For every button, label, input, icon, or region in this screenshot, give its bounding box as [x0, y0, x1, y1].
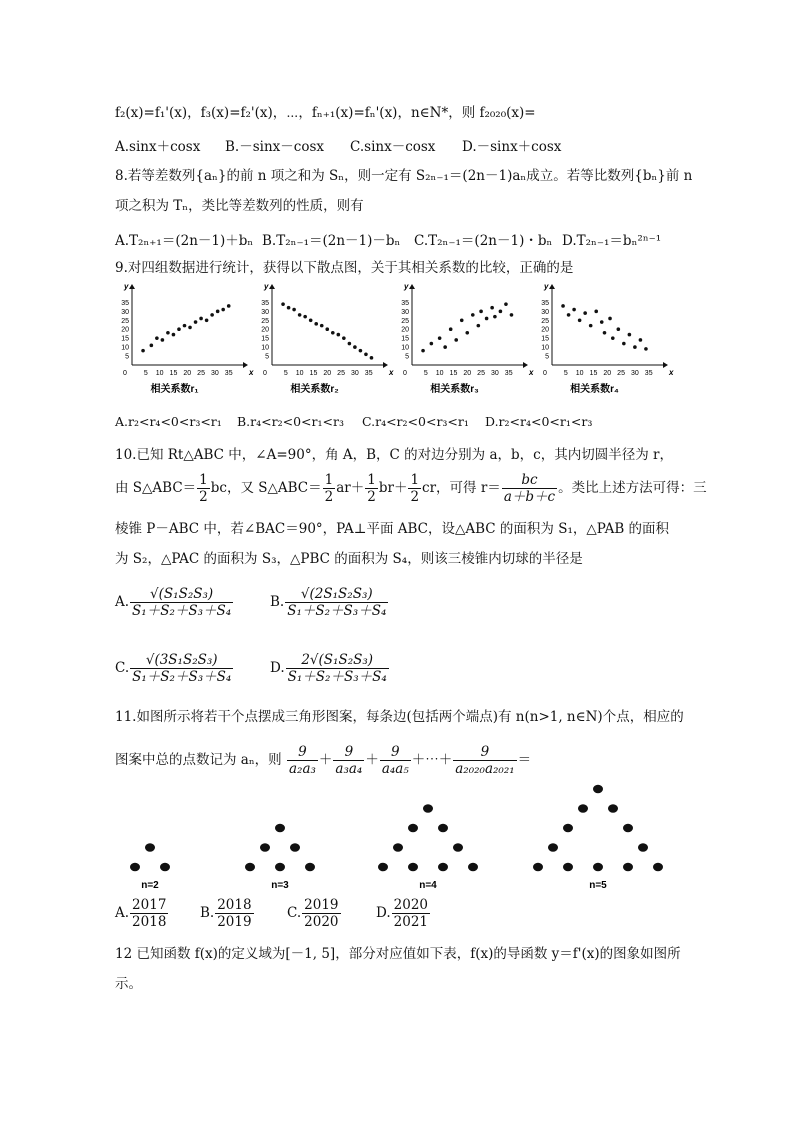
data-point: [572, 308, 576, 312]
y-tick-label: 5: [545, 353, 549, 361]
data-point: [430, 342, 434, 346]
data-point: [183, 324, 187, 328]
data-point: [493, 315, 497, 319]
data-point: [594, 310, 598, 314]
pattern-dot: [290, 843, 300, 852]
q9-option-c: C.r₄<r₂<0<r₃<r₁: [362, 414, 469, 429]
q9-stem: 9.对四组数据进行统计，获得以下散点图，关于其相关系数的比较，正确的是: [115, 260, 574, 276]
data-point: [465, 331, 469, 335]
q10-option-c: C. $\frac{\text{√(3S₁S₂S₃)}}{\text{S₁＋S₂＋S₃＋S₄}}$: [115, 652, 232, 685]
data-point: [460, 318, 464, 322]
pattern-dot: [468, 863, 478, 872]
q12-stem-line-1: 12 已知函数 f(x)的定义域为[－1, 5]，部分对应值如下表，f(x)的导函数 y＝f'(x)的图象如图所: [115, 946, 681, 962]
y-tick-label: 35: [541, 299, 549, 307]
data-point: [622, 342, 626, 346]
data-point: [287, 306, 291, 310]
y-tick-label: 5: [125, 353, 129, 361]
data-point: [639, 338, 643, 342]
plot-caption: 相关系数r₂: [290, 384, 339, 395]
data-point: [303, 315, 307, 319]
pattern-dot: [533, 863, 543, 872]
pattern-label: n=5: [589, 880, 607, 891]
data-point: [216, 310, 220, 314]
pattern-dot: [408, 863, 418, 872]
data-point: [331, 331, 335, 335]
pattern-dot: [593, 785, 603, 794]
x-axis-label: x: [249, 368, 254, 377]
y-tick-label: 30: [261, 308, 269, 316]
data-point: [510, 313, 514, 317]
data-point: [477, 324, 481, 328]
pattern-dot: [305, 863, 315, 872]
y-axis-arrow: [549, 284, 555, 289]
x-axis-arrow: [663, 362, 668, 368]
y-tick-label: 20: [401, 326, 409, 334]
x-axis-label: x: [529, 368, 534, 377]
pattern-dot: [245, 863, 255, 872]
y-tick-label: 15: [401, 335, 409, 343]
data-point: [194, 320, 198, 324]
x-tick-label: 25: [477, 370, 485, 377]
y-tick-label: 35: [401, 299, 409, 307]
pattern-dot: [453, 843, 463, 852]
x-tick-label: 20: [463, 370, 472, 377]
x-axis-label: x: [669, 368, 674, 377]
q7-option-d: D.－sinx＋cosx: [462, 139, 562, 155]
data-point: [567, 313, 571, 317]
x-tick-label: 20: [183, 370, 192, 377]
pattern-dot: [638, 843, 648, 852]
y-tick-label: 10: [121, 344, 129, 352]
data-point: [561, 304, 565, 308]
data-point: [320, 324, 324, 328]
pattern-dot: [393, 843, 403, 852]
q9-option-b: B.r₄<r₂<0<r₁<r₃: [237, 414, 344, 429]
data-point: [325, 327, 329, 331]
pattern-dot: [563, 824, 573, 833]
y-axis-label: y: [544, 282, 549, 291]
data-point: [188, 326, 192, 330]
q10-stem-line-4: 为 S₂，△PAC 的面积为 S₃，△PBC 的面积为 S₄，则该三棱锥内切球的半径是: [115, 551, 583, 567]
origin-label: 0: [263, 370, 267, 377]
data-point: [421, 349, 425, 353]
q12-stem-line-2: 示。: [115, 976, 142, 992]
data-point: [155, 336, 159, 340]
origin-label: 0: [543, 370, 547, 377]
data-point: [603, 331, 607, 335]
y-tick-label: 15: [261, 335, 269, 343]
pattern-dot: [378, 863, 388, 872]
q9-option-d: D.r₂<r₄<0<r₁<r₃: [485, 414, 593, 429]
data-point: [141, 349, 145, 353]
y-axis-arrow: [409, 284, 415, 289]
data-point: [199, 317, 203, 321]
data-point: [633, 345, 637, 349]
q8-stem-line-2: 项之积为 Tₙ，类比等差数列的性质，则有: [115, 198, 364, 214]
q7-stem-line: f₂(x)=f₁'(x)，f₃(x)=f₂'(x)，⋯，fₙ₊₁(x)=fₙ'(x)，n∈N*，则 f₂₀₂₀(x)=: [115, 105, 536, 121]
data-point: [177, 327, 181, 331]
data-point: [172, 333, 176, 337]
y-axis-arrow: [269, 284, 275, 289]
data-point: [150, 344, 154, 348]
q11-stem-line-2: 图案中总的点数记为 aₙ，则 $\frac{9}{\text{a₂a₃}}$ ＋ $\frac{9}{\text{a₃a₄}}$ ＋ $\frac{9}{\text{a₄a₅}}$ ＋⋯＋ $\frac{9}{\text{a₂₀₂₀a₂₀₂₁}}$ ＝: [115, 744, 532, 777]
x-tick-label: 5: [283, 370, 288, 377]
y-tick-label: 30: [541, 308, 549, 316]
y-tick-label: 25: [261, 317, 269, 325]
data-point: [292, 308, 296, 312]
data-point: [471, 313, 475, 317]
scatter-plots-figure: [110, 282, 674, 402]
origin-label: 0: [123, 370, 127, 377]
pattern-dot: [423, 804, 433, 813]
data-point: [449, 327, 453, 331]
x-tick-label: 15: [169, 370, 178, 377]
y-axis-label: y: [264, 282, 269, 291]
x-tick-label: 15: [449, 370, 458, 377]
x-tick-label: 35: [364, 370, 373, 377]
data-point: [617, 327, 621, 331]
x-tick-label: 30: [490, 370, 499, 377]
pattern-dot: [260, 843, 270, 852]
x-tick-label: 35: [644, 370, 653, 377]
x-tick-label: 20: [603, 370, 612, 377]
data-point: [166, 331, 170, 335]
y-tick-label: 15: [121, 335, 129, 343]
data-point: [221, 308, 225, 312]
origin-label: 0: [403, 370, 407, 377]
data-point: [359, 349, 363, 353]
data-point: [337, 333, 341, 337]
x-tick-label: 35: [224, 370, 233, 377]
y-tick-label: 15: [541, 335, 549, 343]
pattern-dot: [653, 863, 663, 872]
x-axis-arrow: [243, 362, 248, 368]
pattern-dot: [160, 863, 170, 872]
q7-option-c: C.sinx－cosx: [350, 139, 436, 155]
y-tick-label: 35: [261, 299, 269, 307]
triangle-pattern-5: [533, 785, 663, 891]
q8-option-b: B.T₂ₙ₋₁＝(2n－1)－bₙ: [262, 233, 401, 249]
triangle-dot-patterns-figure: [110, 790, 690, 900]
pattern-label: n=4: [419, 880, 437, 891]
q7-option-a: A.sinx＋cosx: [115, 139, 201, 155]
x-tick-label: 5: [143, 370, 148, 377]
plot-caption: 相关系数r₃: [430, 384, 479, 395]
data-point: [499, 310, 503, 314]
x-tick-label: 10: [295, 370, 304, 377]
plot-caption: 相关系数r₁: [150, 384, 199, 395]
data-point: [479, 310, 483, 314]
y-tick-label: 20: [541, 326, 549, 334]
y-tick-label: 5: [265, 353, 269, 361]
data-point: [600, 320, 604, 324]
x-tick-label: 5: [423, 370, 428, 377]
x-tick-label: 5: [563, 370, 568, 377]
q11-option-a: A. $\frac{2017}{2018}$: [115, 897, 167, 930]
q10-stem-line-2: 由 S△ABC＝ $\frac{1}{2}$ bc，又 S△ABC＝ $\frac{1}{2}$ ar＋ $\frac{1}{2}$ br＋ $\frac{1}{2}$ cr，可得 r＝ $\frac{bc}{a+b+c}$ 。类比上述方法可得：三: [115, 472, 707, 505]
q11-option-d: D. $\frac{2020}{2021}$: [376, 897, 428, 930]
x-tick-label: 25: [197, 370, 205, 377]
data-point: [342, 336, 346, 340]
triangle-pattern-4: [378, 804, 478, 891]
triangle-pattern-2: [130, 843, 170, 891]
data-point: [583, 311, 587, 315]
data-point: [353, 345, 357, 349]
scatter-plot-3: [401, 282, 534, 395]
data-point: [348, 342, 352, 346]
pattern-dot: [548, 843, 558, 852]
y-axis-label: y: [404, 282, 409, 291]
x-tick-label: 20: [323, 370, 332, 377]
q11-option-b: B. $\frac{2018}{2019}$: [200, 897, 252, 930]
data-point: [504, 302, 508, 306]
y-axis-label: y: [124, 282, 129, 291]
y-tick-label: 10: [401, 344, 409, 352]
data-point: [589, 324, 593, 328]
pattern-dot: [438, 824, 448, 833]
y-tick-label: 20: [121, 326, 129, 334]
q10-option-d: D. $\frac{\text{2√(S₁S₂S₃)}}{\text{S₁＋S₂＋S₃＋S₄}}$: [270, 652, 387, 685]
data-point: [578, 318, 582, 322]
data-point: [438, 336, 442, 340]
x-tick-label: 10: [575, 370, 584, 377]
q11-option-c: C. $\frac{2019}{2020}$: [287, 897, 339, 930]
y-tick-label: 30: [121, 308, 129, 316]
data-point: [364, 352, 368, 356]
x-tick-label: 30: [630, 370, 639, 377]
pattern-dot: [608, 804, 618, 813]
y-tick-label: 5: [405, 353, 409, 361]
data-point: [370, 356, 374, 360]
q7-option-b: B.－sinx－cosx: [225, 139, 324, 155]
plot-caption: 相关系数r₄: [570, 384, 619, 395]
pattern-dot: [623, 863, 633, 872]
data-point: [490, 306, 494, 310]
pattern-label: n=2: [141, 880, 159, 891]
pattern-dot: [578, 804, 588, 813]
y-tick-label: 20: [261, 326, 269, 334]
x-tick-label: 15: [309, 370, 318, 377]
data-point: [485, 317, 489, 321]
x-axis-arrow: [523, 362, 528, 368]
pattern-dot: [275, 863, 285, 872]
x-axis-label: x: [389, 368, 394, 377]
pattern-dot: [593, 863, 603, 872]
scatter-plot-4: [541, 282, 674, 395]
x-tick-label: 10: [155, 370, 164, 377]
x-tick-label: 10: [435, 370, 444, 377]
data-point: [611, 336, 615, 340]
pattern-dot: [623, 824, 633, 833]
pattern-dot: [563, 863, 573, 872]
y-tick-label: 25: [541, 317, 549, 325]
triangle-pattern-3: [245, 824, 315, 891]
y-tick-label: 10: [541, 344, 549, 352]
scatter-plot-2: [261, 282, 394, 395]
q8-option-a: A.T₂ₙ₊₁＝(2n－1)＋bₙ: [115, 233, 254, 249]
data-point: [443, 345, 447, 349]
y-tick-label: 10: [261, 344, 269, 352]
q8-option-d: D.T₂ₙ₋₁＝bₙ²ⁿ⁻¹: [562, 233, 662, 249]
pattern-dot: [130, 863, 140, 872]
q10-stem-line-3: 棱锥 P－ABC 中，若∠BAC＝90°，PA⊥平面 ABC，设△ABC 的面积为 S₁，△PAB 的面积: [115, 521, 670, 537]
data-point: [644, 347, 648, 351]
x-tick-label: 25: [617, 370, 625, 377]
x-tick-label: 35: [504, 370, 513, 377]
pattern-dot: [275, 824, 285, 833]
data-point: [205, 318, 209, 322]
data-point: [628, 333, 632, 337]
data-point: [454, 338, 458, 342]
scatter-plot-1: [121, 282, 254, 395]
y-axis-arrow: [129, 284, 135, 289]
x-axis-arrow: [383, 362, 388, 368]
y-tick-label: 35: [121, 299, 129, 307]
data-point: [161, 338, 165, 342]
y-tick-label: 25: [401, 317, 409, 325]
x-tick-label: 25: [337, 370, 345, 377]
q8-stem-line-1: 8.若等差数列{aₙ}的前 n 项之和为 Sₙ，则一定有 S₂ₙ₋₁＝(2n－1)aₙ成立。若等比数列{bₙ}前 n: [115, 168, 693, 184]
data-point: [281, 302, 285, 306]
x-tick-label: 30: [210, 370, 219, 377]
data-point: [314, 322, 318, 326]
pattern-dot: [438, 863, 448, 872]
pattern-label: n=3: [271, 880, 289, 891]
q11-stem-line-1: 11.如图所示将若干个点摆成三角形图案，每条边(包括两个端点)有 n(n>1, n∈N)个点，相应的: [115, 709, 684, 725]
data-point: [608, 317, 612, 321]
q10-option-b: B. $\frac{\text{√(2S₁S₂S₃)}}{\text{S₁＋S₂＋S₃＋S₄}}$: [270, 586, 387, 619]
x-tick-label: 30: [350, 370, 359, 377]
pattern-dot: [145, 843, 155, 852]
data-point: [309, 318, 313, 322]
q8-option-c: C.T₂ₙ₋₁＝(2n－1)・bₙ: [414, 233, 553, 249]
pattern-dot: [408, 824, 418, 833]
y-tick-label: 25: [121, 317, 129, 325]
q9-option-a: A.r₂<r₄<0<r₃<r₁: [115, 414, 222, 429]
q10-option-a: A. $\frac{\text{√(S₁S₂S₃)}}{\text{S₁＋S₂＋S₃＋S₄}}$: [115, 586, 232, 619]
q10-stem-line-1: 10.已知 Rt△ABC 中，∠A=90°，角 A，B，C 的对边分别为 a，b，c，其内切圆半径为 r，: [115, 447, 673, 463]
data-point: [210, 313, 214, 317]
data-point: [298, 313, 302, 317]
data-point: [227, 304, 231, 308]
y-tick-label: 30: [401, 308, 409, 316]
x-tick-label: 15: [589, 370, 598, 377]
